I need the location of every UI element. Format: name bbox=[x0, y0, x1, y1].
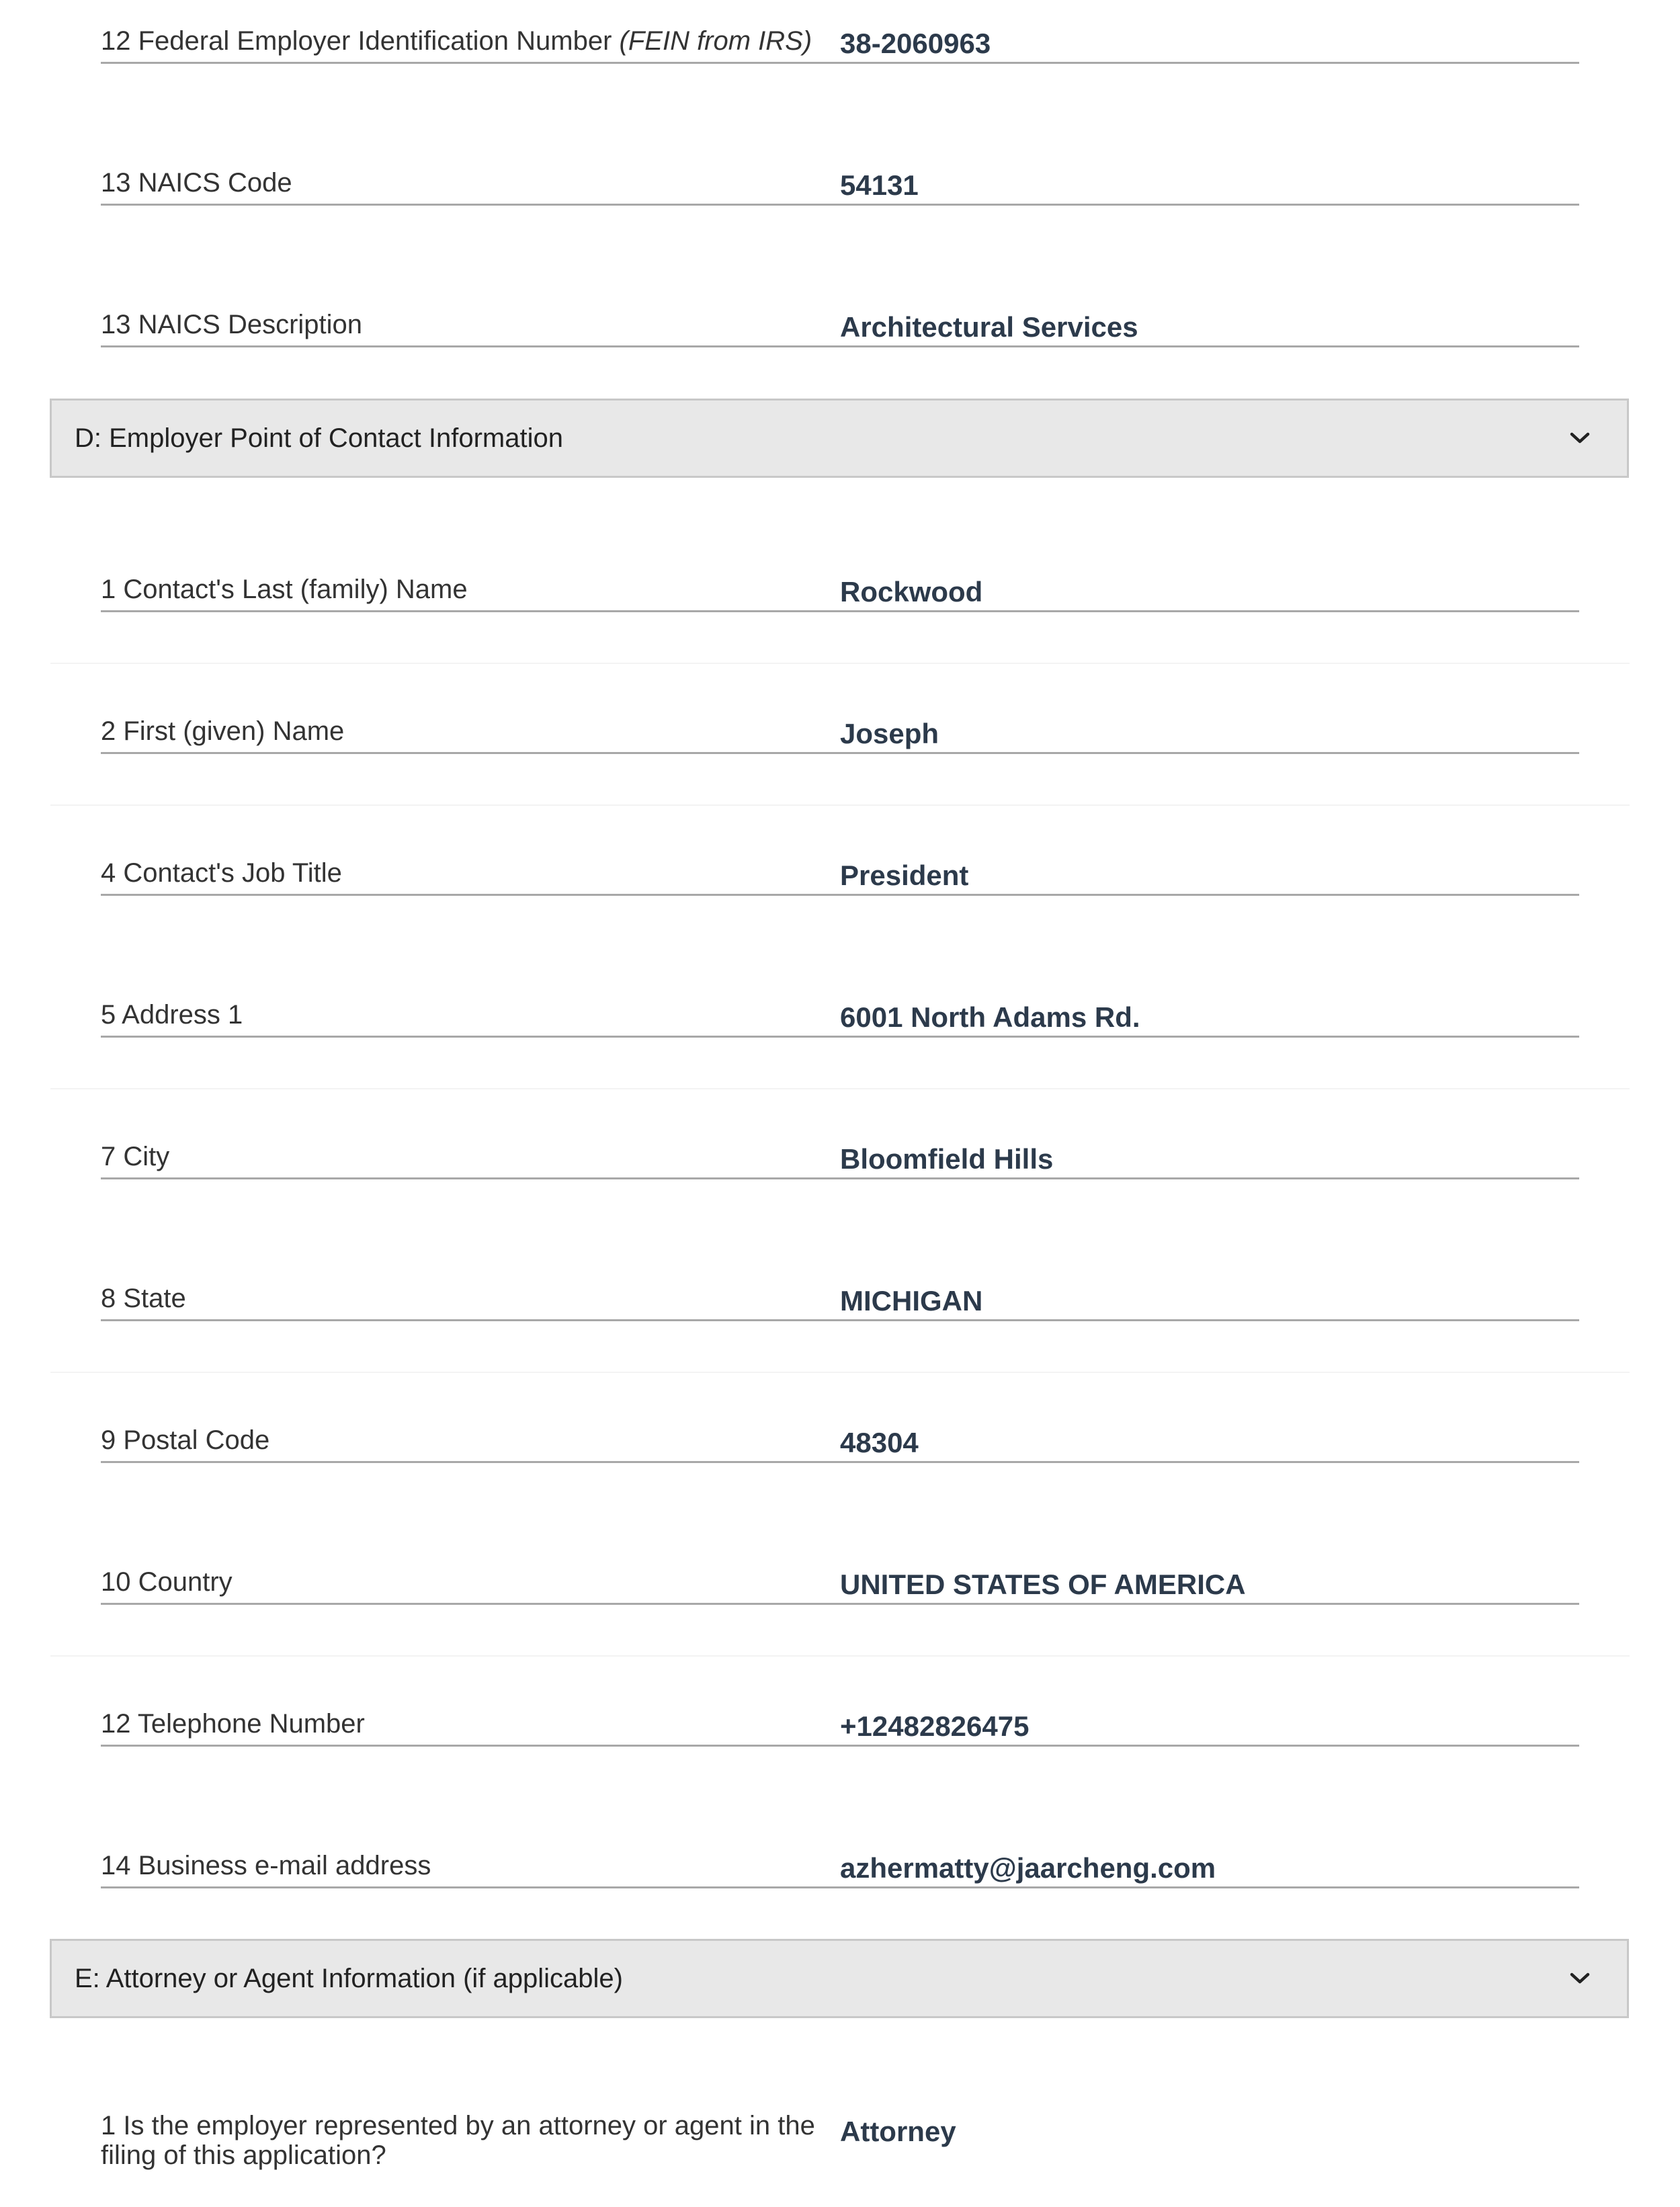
field-naics-code bbox=[101, 64, 1579, 206]
field-value: President bbox=[840, 860, 969, 891]
field-contact-job-title bbox=[101, 754, 1579, 896]
field-value: Bloomfield Hills bbox=[840, 1143, 1054, 1175]
field-label: 14 Business e-mail address bbox=[101, 1851, 431, 1880]
chevron-down-icon[interactable] bbox=[1566, 427, 1593, 448]
field-fein bbox=[101, 0, 1579, 64]
field-value: 54131 bbox=[840, 169, 919, 201]
field-state bbox=[101, 1179, 1579, 1321]
field-label: 13 NAICS Description bbox=[101, 310, 363, 339]
field-naics-description bbox=[101, 206, 1579, 347]
field-value: UNITED STATES OF AMERICA bbox=[840, 1569, 1246, 1600]
section-e-title: E: Attorney or Agent Information (if applicable) bbox=[75, 1964, 623, 1993]
field-label: 10 Country bbox=[101, 1567, 233, 1597]
field-value: 48304 bbox=[840, 1427, 919, 1458]
section-d-header[interactable] bbox=[50, 399, 1629, 478]
field-country bbox=[101, 1463, 1579, 1605]
field-value: +12482826475 bbox=[840, 1710, 1030, 1742]
field-city bbox=[101, 1038, 1579, 1179]
field-value: Attorney bbox=[840, 2116, 956, 2147]
field-label: 5 Address 1 bbox=[101, 1000, 243, 1030]
field-address-1 bbox=[101, 896, 1579, 1038]
field-contact-first-name bbox=[101, 612, 1579, 754]
field-value: MICHIGAN bbox=[840, 1285, 983, 1317]
section-e-header[interactable] bbox=[50, 1939, 1629, 2018]
field-business-email bbox=[101, 1747, 1579, 1888]
field-label: 1 Is the employer represented by an attorney or agent in the filing of this application? bbox=[101, 2111, 815, 2170]
field-contact-last-name bbox=[101, 470, 1579, 612]
field-label: 12 Telephone Number bbox=[101, 1709, 365, 1739]
field-label: 12 Federal Employer Identification Number (FEIN from IRS) bbox=[101, 26, 812, 56]
field-value: azhermatty@jaarcheng.com bbox=[840, 1852, 1216, 1884]
field-underline bbox=[101, 1886, 1579, 1888]
field-label: 9 Postal Code bbox=[101, 1425, 270, 1455]
field-value: Joseph bbox=[840, 718, 939, 749]
field-value: 38-2060963 bbox=[840, 28, 991, 59]
field-label: 7 City bbox=[101, 1142, 170, 1171]
field-postal-code bbox=[101, 1321, 1579, 1463]
field-telephone bbox=[101, 1605, 1579, 1747]
field-label: 2 First (given) Name bbox=[101, 716, 345, 746]
field-label: 13 NAICS Code bbox=[101, 168, 292, 198]
field-label: 8 State bbox=[101, 1284, 186, 1313]
field-label: 4 Contact's Job Title bbox=[101, 858, 342, 888]
chevron-down-icon[interactable] bbox=[1566, 1968, 1593, 1988]
field-label: 1 Contact's Last (family) Name bbox=[101, 575, 468, 604]
field-value: Rockwood bbox=[840, 576, 983, 608]
field-underline bbox=[101, 345, 1579, 347]
section-d-title: D: Employer Point of Contact Information bbox=[75, 423, 563, 453]
field-attorney-represented bbox=[101, 2032, 1579, 2207]
field-value: 6001 North Adams Rd. bbox=[840, 1001, 1140, 1033]
field-value: Architectural Services bbox=[840, 311, 1138, 343]
